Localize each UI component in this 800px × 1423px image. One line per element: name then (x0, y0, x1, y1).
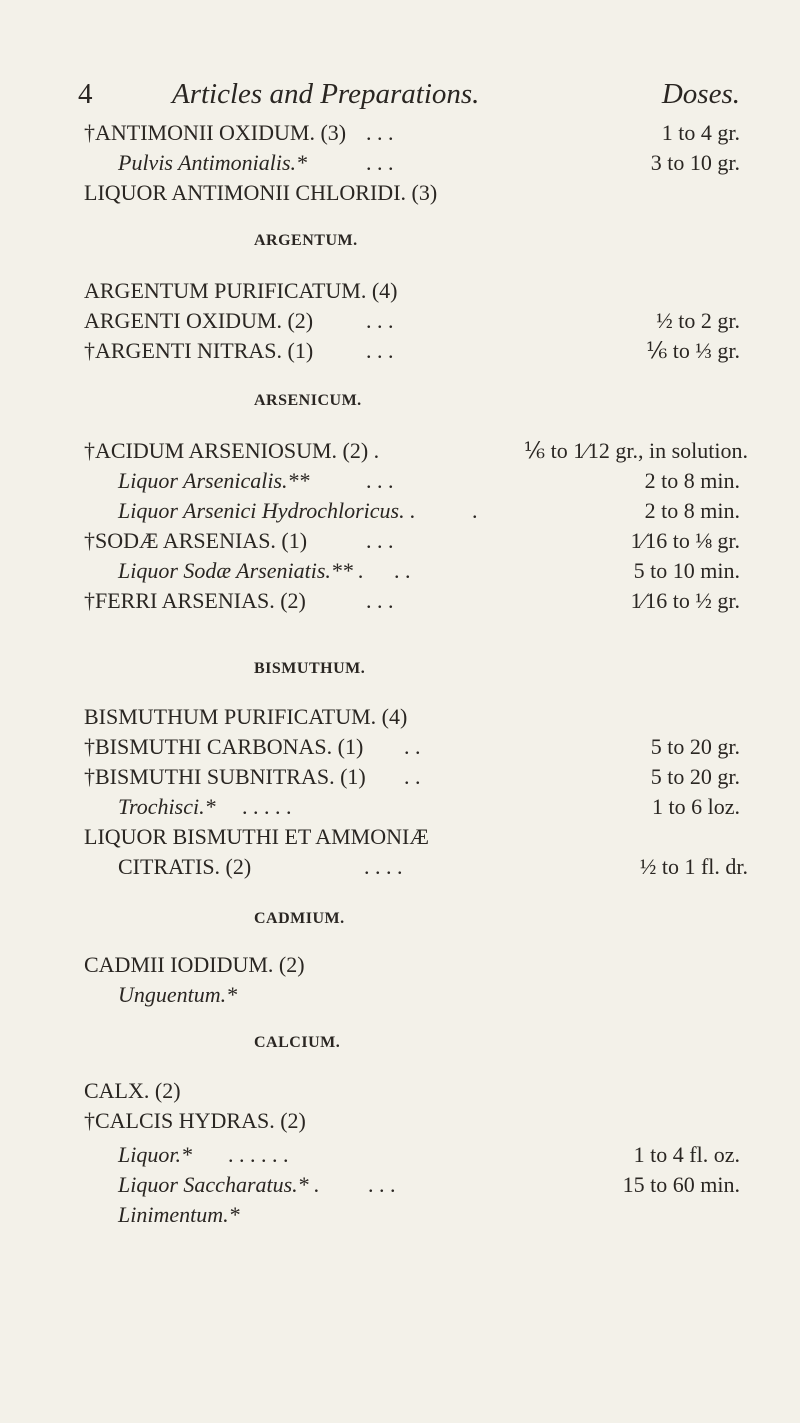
entry-dose: ½ to 1 fl. dr. (639, 854, 748, 879)
leader-dots: . . . . . (242, 794, 292, 819)
entry-row (84, 336, 740, 366)
leader-dots: . (472, 498, 478, 523)
entry-row (84, 950, 740, 980)
entry-row (118, 792, 740, 822)
entry-name: †SODÆ ARSENIAS. (1) (84, 528, 308, 553)
entry-name: CITRATIS. (2) (118, 854, 252, 879)
entry-row (118, 148, 740, 178)
leader-dots: . . . (366, 120, 394, 145)
entry-name: †ACIDUM ARSENIOSUM. (2) . (84, 438, 380, 463)
entry-name: Pulvis Antimonialis.* (118, 150, 308, 175)
section-heading-arsenicum: ARSENICUM. (254, 392, 362, 409)
entry-row (84, 1076, 740, 1106)
leader-dots: . . . . . . (228, 1142, 289, 1167)
entry-dose: 5 to 20 gr. (650, 734, 740, 759)
entry-dose: 2 to 8 min. (644, 498, 740, 523)
entry-row (84, 526, 740, 556)
entry-name: †CALCIS HYDRAS. (2) (84, 1108, 306, 1133)
entry-row (84, 586, 740, 616)
entry-dose: 2 to 8 min. (644, 468, 740, 493)
entry-name: Liquor.* (118, 1142, 192, 1167)
entry-row (118, 466, 740, 496)
section-heading-bismuthum: BISMUTHUM. (254, 660, 366, 677)
page-header (78, 78, 748, 118)
entry-name: LIQUOR ANTIMONII CHLORIDI. (3) (84, 180, 438, 205)
entry-row (118, 1140, 740, 1170)
entry-name: ARGENTUM PURIFICATUM. (4) (84, 278, 398, 303)
entry-name: CADMII IODIDUM. (2) (84, 952, 305, 977)
entry-name: CALX. (2) (84, 1078, 181, 1103)
leader-dots: . . . (366, 468, 394, 493)
entry-dose: 15 to 60 min. (622, 1172, 740, 1197)
entry-row (84, 762, 740, 792)
page-number: 4 (78, 78, 93, 110)
entry-name: Liquor Sodæ Arseniatis.** . (118, 558, 364, 583)
section-heading-calcium: CALCIUM. (254, 1034, 341, 1051)
entry-name: LIQUOR BISMUTHI ET AMMONIÆ (84, 824, 429, 849)
entry-name: Trochisci.* (118, 794, 216, 819)
entry-dose: 5 to 10 min. (633, 558, 740, 583)
entry-dose: 1 to 6 loz. (652, 794, 740, 819)
entry-name: †ANTIMONII OXIDUM. (3) (84, 120, 347, 145)
entry-dose: 1⁄16 to ½ gr. (630, 588, 740, 613)
entry-row (84, 822, 740, 852)
entry-name: †ARGENTI NITRAS. (1) (84, 338, 314, 363)
entry-row (118, 1200, 740, 1230)
entry-row (84, 1106, 740, 1136)
entry-row (118, 556, 740, 586)
entry-row (118, 980, 740, 1010)
entry-row (118, 852, 748, 882)
leader-dots: . . . (368, 1172, 396, 1197)
entry-name: BISMUTHUM PURIFICATUM. (4) (84, 704, 408, 729)
leader-dots: . . . (366, 528, 394, 553)
entry-dose: 1⁄16 to ⅛ gr. (630, 528, 740, 553)
entry-row (84, 178, 740, 208)
entry-dose: 3 to 10 gr. (650, 150, 740, 175)
entry-row (84, 702, 740, 732)
leader-dots: . . . (366, 588, 394, 613)
entry-row (84, 306, 740, 336)
entry-name: Liquor Saccharatus.* . (118, 1172, 320, 1197)
entry-name: Linimentum.* (118, 1202, 240, 1227)
leader-dots: . . . (366, 338, 394, 363)
entry-row (118, 1170, 740, 1200)
doses-column-heading: Doses. (661, 78, 740, 110)
section-heading-cadmium: CADMIUM. (254, 910, 345, 927)
entry-dose: ⅙ to ⅓ gr. (645, 338, 740, 363)
leader-dots: . . (394, 558, 411, 583)
leader-dots: . . (404, 764, 421, 789)
entry-dose: 1 to 4 fl. oz. (633, 1142, 740, 1167)
entry-dose: ½ to 2 gr. (656, 308, 740, 333)
entry-name: Liquor Arsenicalis.** (118, 468, 310, 493)
entry-dose: 5 to 20 gr. (650, 764, 740, 789)
entry-name: Liquor Arsenici Hydrochloricus. . (118, 498, 416, 523)
leader-dots: . . . (366, 308, 394, 333)
entry-name: ARGENTI OXIDUM. (2) (84, 308, 314, 333)
leader-dots: . . . (366, 150, 394, 175)
entry-dose: 1 to 4 gr. (661, 120, 740, 145)
entry-dose: ⅙ to 1⁄12 gr., in solution. (523, 438, 748, 463)
leader-dots: . . (404, 734, 421, 759)
running-title: Articles and Preparations. (172, 78, 480, 110)
entry-row (118, 496, 740, 526)
entry-name: †FERRI ARSENIAS. (2) (84, 588, 306, 613)
entry-name: Unguentum.* (118, 982, 238, 1007)
entry-row (84, 276, 740, 306)
entry-row (84, 436, 748, 466)
leader-dots: . . . . (364, 854, 403, 879)
entry-row (84, 732, 740, 762)
entry-row (84, 118, 740, 148)
entry-name: †BISMUTHI CARBONAS. (1) (84, 734, 364, 759)
section-heading-argentum: ARGENTUM. (254, 232, 358, 249)
entry-name: †BISMUTHI SUBNITRAS. (1) (84, 764, 366, 789)
